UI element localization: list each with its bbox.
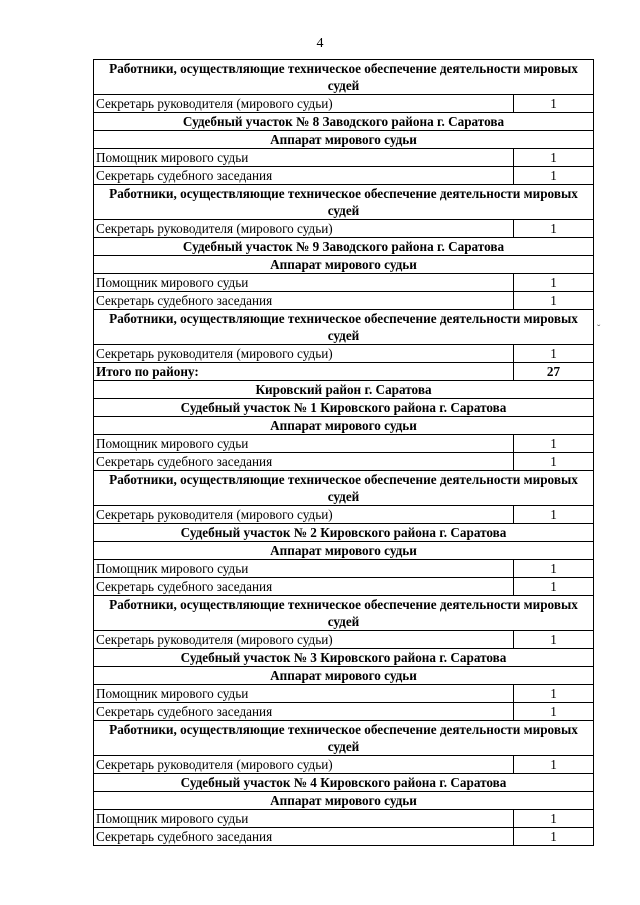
- section-heading: Работники, осуществляющие техническое обеспечение деятельности мировых судей: [94, 721, 594, 756]
- position-name: Секретарь руководителя (мирового судьи): [94, 506, 514, 524]
- position-name: Помощник мирового судьи: [94, 560, 514, 578]
- section-heading: Работники, осуществляющие техническое обеспечение деятельности мировых судей: [94, 471, 594, 506]
- position-name: Помощник мирового судьи: [94, 685, 514, 703]
- position-count: 1: [513, 95, 593, 113]
- position-count: 1: [513, 685, 593, 703]
- section-heading-row: [94, 256, 594, 274]
- position-name: Секретарь руководителя (мирового судьи): [94, 756, 514, 774]
- table-row: [94, 810, 594, 828]
- section-heading: Аппарат мирового судьи: [94, 542, 594, 560]
- position-name: Секретарь судебного заседания: [94, 453, 514, 471]
- section-heading-row: [94, 185, 594, 220]
- position-name: Помощник мирового судьи: [94, 810, 514, 828]
- section-heading-row: [94, 774, 594, 792]
- section-heading-row: [94, 310, 594, 345]
- section-heading: Аппарат мирового судьи: [94, 417, 594, 435]
- position-name: Секретарь руководителя (мирового судьи): [94, 95, 514, 113]
- section-heading-row: [94, 417, 594, 435]
- section-heading: Судебный участок № 4 Кировского района г. Саратова: [94, 774, 594, 792]
- table-row: [94, 631, 594, 649]
- section-heading-row: [94, 238, 594, 256]
- position-count: 1: [513, 345, 593, 363]
- position-count: 1: [513, 756, 593, 774]
- position-count: 1: [513, 828, 593, 846]
- section-heading-row: [94, 60, 594, 95]
- position-count: 1: [513, 810, 593, 828]
- table-row: [94, 345, 594, 363]
- position-count: 1: [513, 631, 593, 649]
- section-heading-row: [94, 113, 594, 131]
- table-row: [94, 756, 594, 774]
- table-row: [94, 828, 594, 846]
- staff-table: [93, 59, 594, 846]
- section-heading-row: [94, 667, 594, 685]
- table-row: [94, 506, 594, 524]
- position-count: 1: [513, 560, 593, 578]
- position-count: 1: [513, 506, 593, 524]
- table-row: [94, 274, 594, 292]
- table-row: [94, 685, 594, 703]
- position-name: Секретарь судебного заседания: [94, 828, 514, 846]
- position-name: Секретарь судебного заседания: [94, 578, 514, 596]
- section-heading-row: [94, 721, 594, 756]
- position-name: Секретарь судебного заседания: [94, 167, 514, 185]
- position-count: 1: [513, 292, 593, 310]
- position-count: 1: [513, 578, 593, 596]
- table-row: [94, 95, 594, 113]
- section-heading-row: [94, 524, 594, 542]
- position-count: 1: [513, 274, 593, 292]
- position-name: Помощник мирового судьи: [94, 149, 514, 167]
- section-heading: Аппарат мирового судьи: [94, 256, 594, 274]
- table-row: [94, 435, 594, 453]
- section-heading: Работники, осуществляющие техническое обеспечение деятельности мировых судей: [94, 185, 594, 220]
- position-count: 1: [513, 435, 593, 453]
- section-heading: Работники, осуществляющие техническое обеспечение деятельности мировых судей: [94, 60, 594, 95]
- scan-speck: ˇ: [597, 324, 601, 335]
- position-name: Помощник мирового судьи: [94, 274, 514, 292]
- section-heading-row: [94, 131, 594, 149]
- section-heading: Работники, осуществляющие техническое обеспечение деятельности мировых судей: [94, 310, 594, 345]
- total-label: Итого по району:: [94, 363, 514, 381]
- position-name: Секретарь судебного заседания: [94, 703, 514, 721]
- position-name: Секретарь руководителя (мирового судьи): [94, 220, 514, 238]
- table-row: [94, 703, 594, 721]
- position-name: Секретарь руководителя (мирового судьи): [94, 345, 514, 363]
- table-row: [94, 578, 594, 596]
- page-number: 4: [316, 36, 324, 51]
- position-count: 1: [513, 149, 593, 167]
- position-count: 1: [513, 167, 593, 185]
- section-heading: Судебный участок № 9 Заводского района г. Саратова: [94, 238, 594, 256]
- section-heading-row: [94, 399, 594, 417]
- total-value: 27: [513, 363, 593, 381]
- section-heading: Судебный участок № 3 Кировского района г. Саратова: [94, 649, 594, 667]
- table-row: [94, 560, 594, 578]
- staff-table-body: [94, 60, 594, 846]
- section-heading: Кировский район г. Саратова: [94, 381, 594, 399]
- section-heading-row: [94, 649, 594, 667]
- position-count: 1: [513, 703, 593, 721]
- section-heading-row: [94, 792, 594, 810]
- position-name: Помощник мирового судьи: [94, 435, 514, 453]
- section-heading: Работники, осуществляющие техническое обеспечение деятельности мировых судей: [94, 596, 594, 631]
- section-heading: Аппарат мирового судьи: [94, 131, 594, 149]
- section-heading-row: [94, 542, 594, 560]
- section-heading: Аппарат мирового судьи: [94, 667, 594, 685]
- section-heading: Аппарат мирового судьи: [94, 792, 594, 810]
- table-row: [94, 220, 594, 238]
- total-row: [94, 363, 594, 381]
- position-name: Секретарь руководителя (мирового судьи): [94, 631, 514, 649]
- section-heading-row: [94, 471, 594, 506]
- section-heading: Судебный участок № 8 Заводского района г. Саратова: [94, 113, 594, 131]
- section-heading: Судебный участок № 1 Кировского района г. Саратова: [94, 399, 594, 417]
- table-row: [94, 149, 594, 167]
- section-heading-row: [94, 596, 594, 631]
- section-heading-row: [94, 381, 594, 399]
- table-row: [94, 453, 594, 471]
- position-count: 1: [513, 453, 593, 471]
- table-row: [94, 292, 594, 310]
- position-count: 1: [513, 220, 593, 238]
- section-heading: Судебный участок № 2 Кировского района г. Саратова: [94, 524, 594, 542]
- table-row: [94, 167, 594, 185]
- position-name: Секретарь судебного заседания: [94, 292, 514, 310]
